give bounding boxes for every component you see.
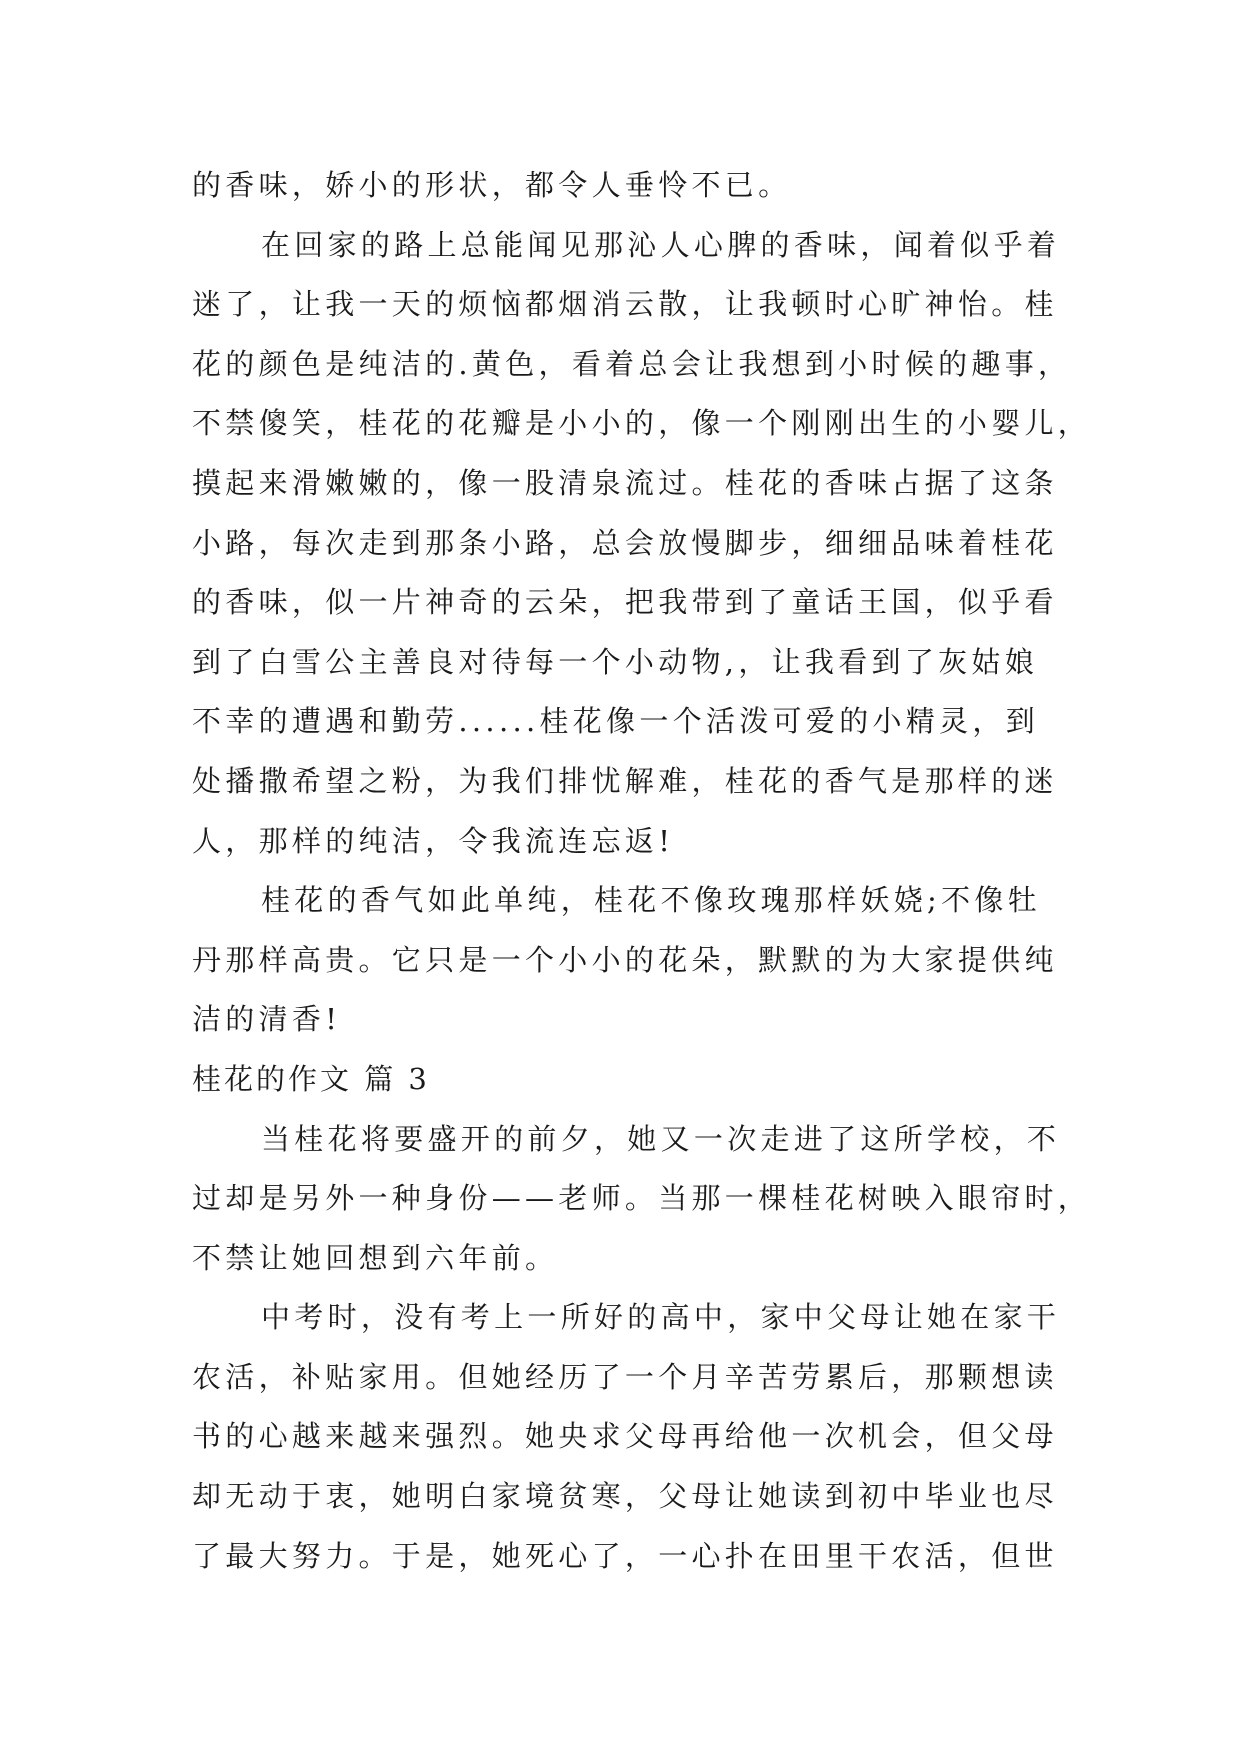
paragraph-start-line: 桂花的香气如此单纯，桂花不像玫瑰那样妖娆;不像牡 — [261, 883, 1041, 918]
text-line: 到了白雪公主善良对待每一个小动物,，让我看到了灰姑娘 — [192, 644, 1039, 679]
text-line: 却无动于衷，她明白家境贫寒，父母让她读到初中毕业也尽 — [192, 1479, 1058, 1514]
paragraph-start-line: 在回家的路上总能闻见那沁人心脾的香味，闻着似乎着 — [261, 227, 1061, 262]
document-page — [192, 156, 1092, 1586]
text-line: 丹那样高贵。它只是一个小小的花朵，默默的为大家提供纯 — [192, 942, 1058, 977]
text-line: 小路，每次走到那条小路，总会放慢脚步，细细品味着桂花 — [192, 525, 1058, 560]
text-line: 洁的清香! — [192, 1002, 342, 1037]
text-line: 人，那样的纯洁，令我流连忘返! — [192, 823, 675, 858]
text-line: 的香味，娇小的形状，都令人垂怜不已。 — [192, 168, 792, 202]
text-line: 不幸的遭遇和勤劳......桂花像一个活泼可爱的小精灵，到 — [192, 704, 1040, 739]
paragraph-start-line: 当桂花将要盛开的前夕，她又一次走进了这所学校，不 — [261, 1121, 1061, 1156]
text-line: 花的颜色是纯洁的.黄色，看着总会让我想到小时候的趣事， — [192, 346, 1072, 381]
text-line: 了最大努力。于是，她死心了，一心扑在田里干农活，但世 — [192, 1538, 1058, 1573]
text-line: 不禁傻笑，桂花的花瓣是小小的，像一个刚刚出生的小婴儿， — [192, 406, 1092, 441]
text-line: 过却是另外一种身份——老师。当那一棵桂花树映入眼帘时， — [192, 1181, 1092, 1216]
text-line: 书的心越来越来强烈。她央求父母再给他一次机会，但父母 — [192, 1419, 1058, 1454]
paragraph-start-line: 中考时，没有考上一所好的高中，家中父母让她在家干 — [261, 1300, 1061, 1335]
text-line: 处播撒希望之粉，为我们排忧解难，桂花的香气是那样的迷 — [192, 763, 1058, 798]
text-line: 的香味，似一片神奇的云朵，把我带到了童话王国，似乎看 — [192, 585, 1058, 620]
text-line: 迷了，让我一天的烦恼都烟消云散，让我顿时心旷神怡。桂 — [192, 287, 1058, 322]
section-heading: 桂花的作文 篇 3 — [192, 1061, 430, 1096]
text-line: 摸起来滑嫩嫩的，像一股清泉流过。桂花的香味占据了这条 — [192, 465, 1058, 500]
text-line: 不禁让她回想到六年前。 — [192, 1240, 559, 1275]
text-line: 农活，补贴家用。但她经历了一个月辛苦劳累后，那颗想读 — [192, 1359, 1058, 1394]
